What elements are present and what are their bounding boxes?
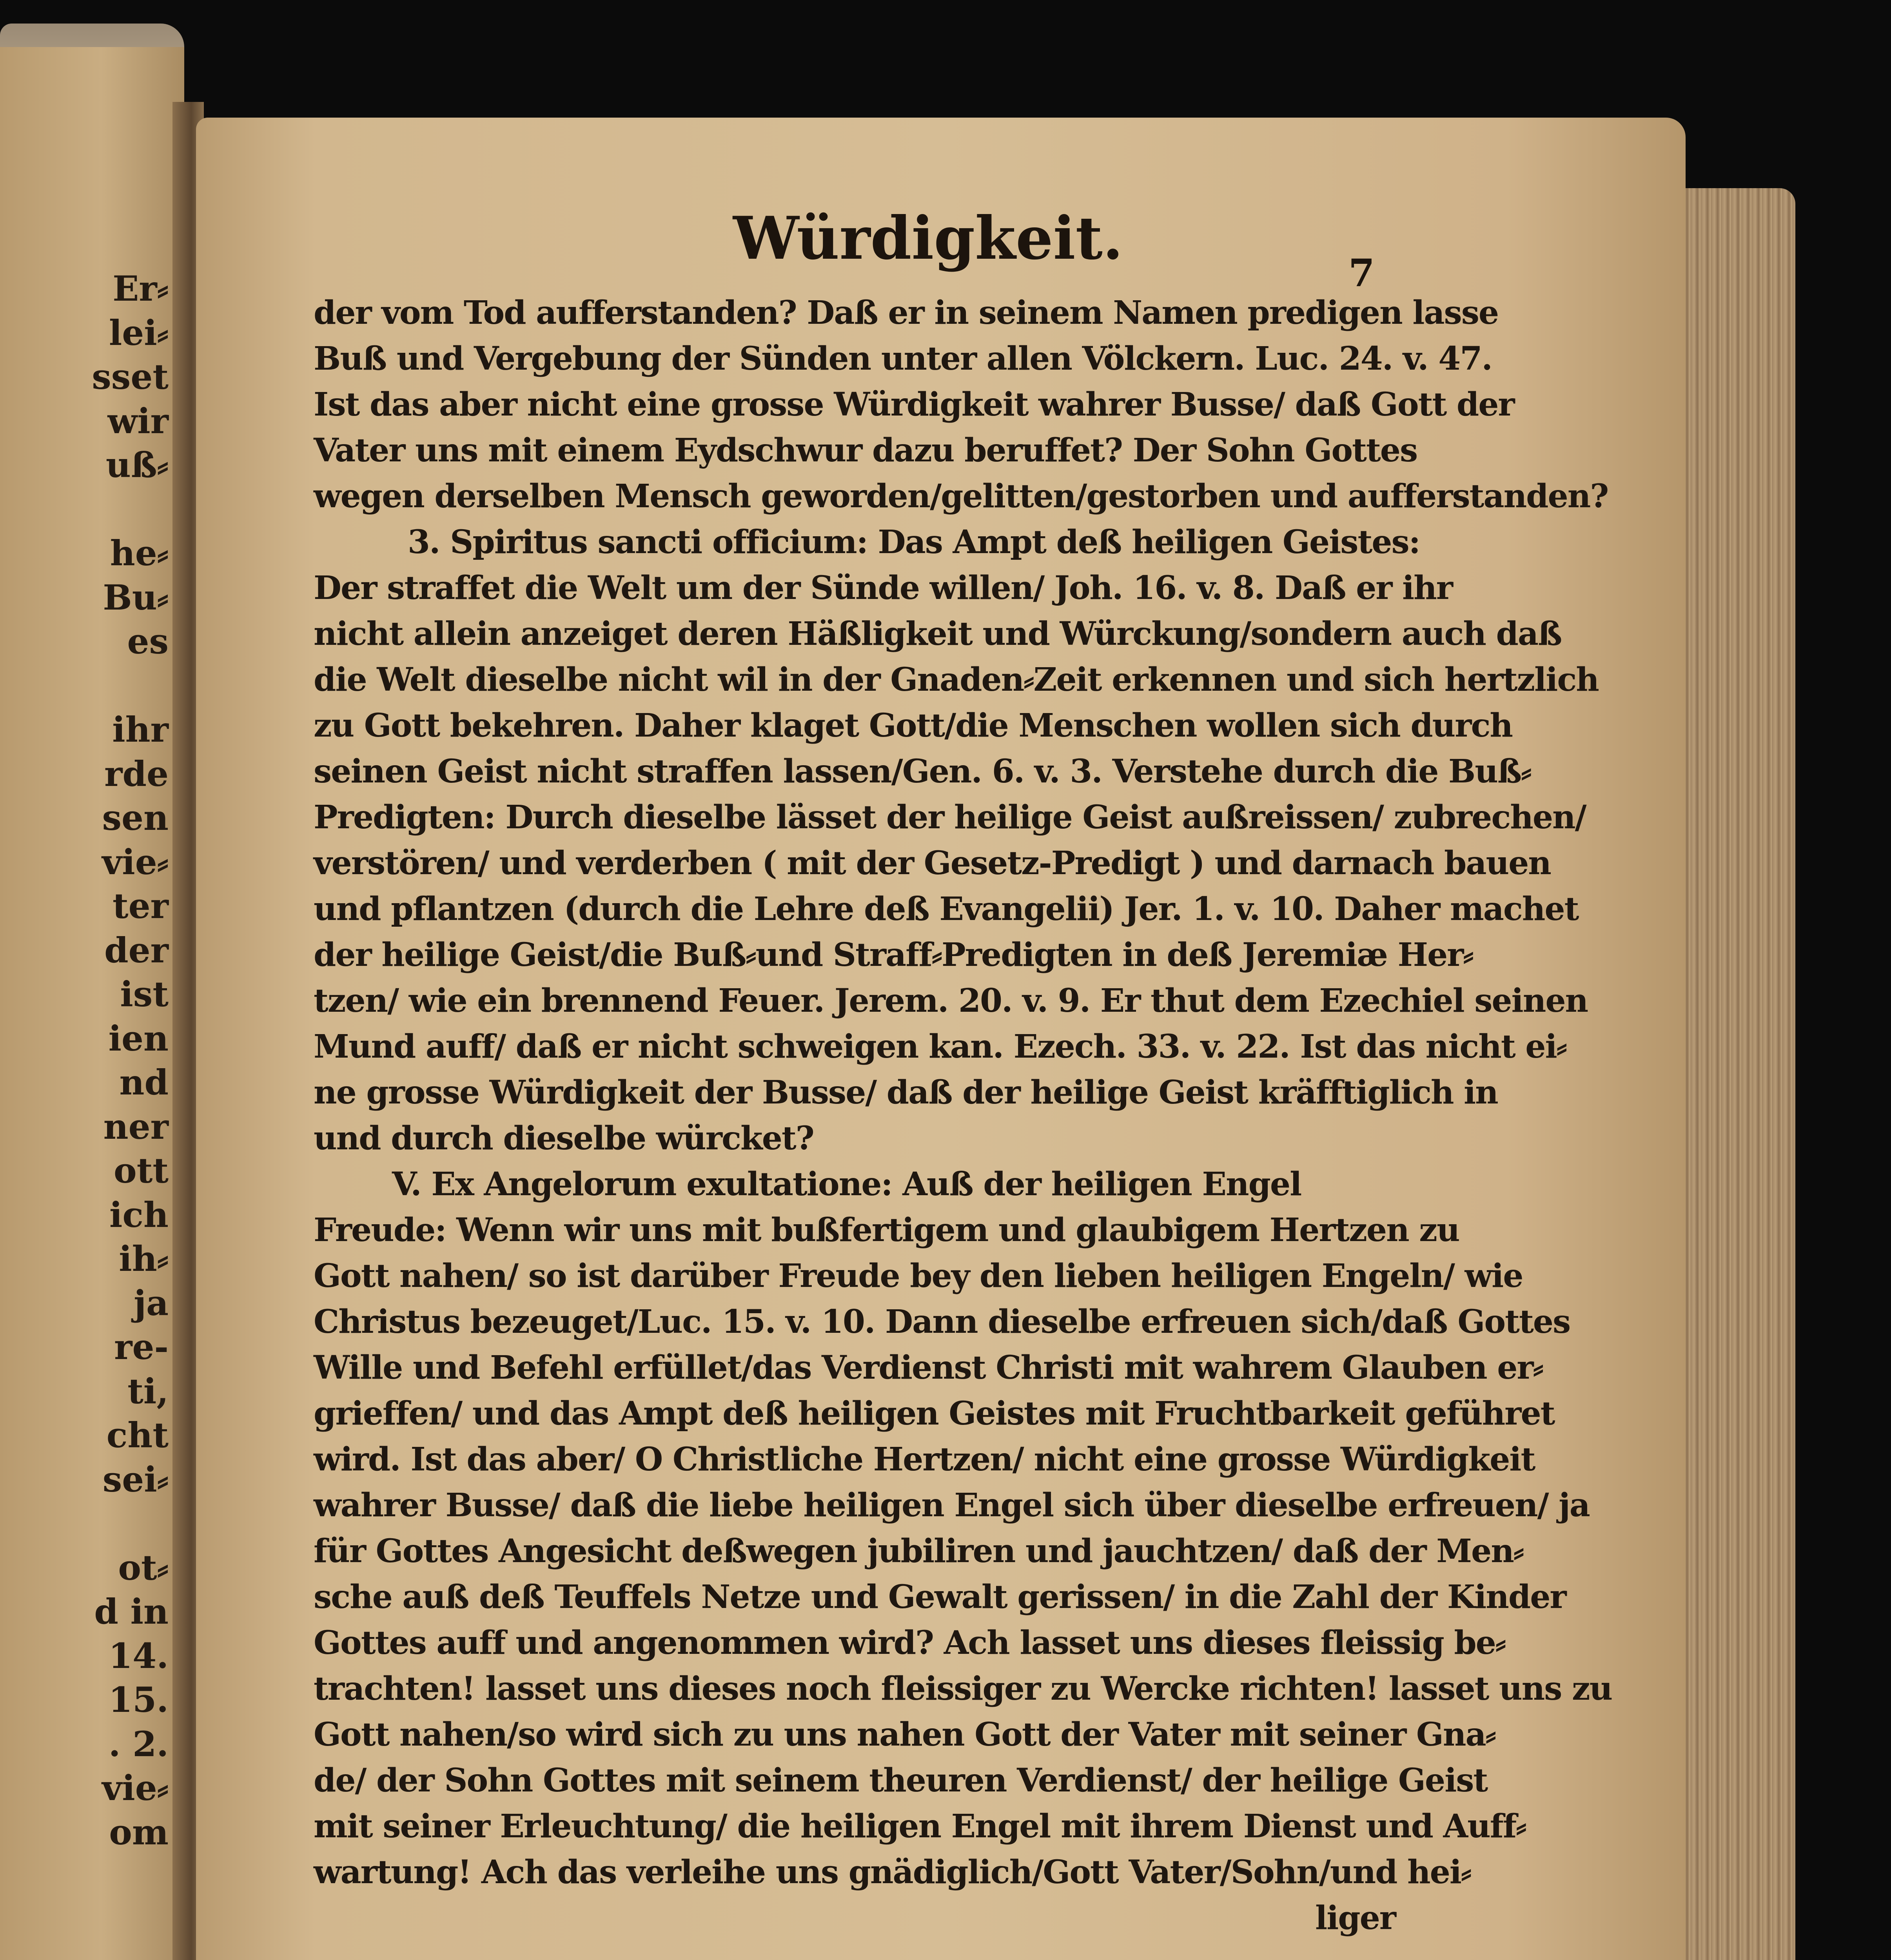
left-margin-fragment: Bu⸗: [103, 577, 169, 618]
left-margin-fragment: . 2.: [108, 1723, 169, 1764]
left-margin-fragment: 14.: [108, 1635, 169, 1676]
catchword: liger: [1315, 1899, 1396, 1937]
text-line: die Welt dieselbe nicht wil in der Gnaden⸗Zeit erkennen und sich hertzlich: [314, 661, 1599, 699]
left-margin-fragment: ner: [103, 1106, 169, 1147]
text-line: Christus bezeuget/Luc. 15. v. 10. Dann dieselbe erfreuen sich/daß Gottes: [314, 1303, 1570, 1341]
left-margin-fragment: sset: [92, 356, 169, 397]
text-line: Ist das aber nicht eine grosse Würdigkeit wahrer Busse/ daß Gott der: [314, 386, 1514, 423]
left-margin-fragment: wir: [107, 400, 169, 441]
left-margin-fragment: nd: [119, 1062, 169, 1103]
left-margin-fragment: [0, 487, 169, 532]
text-line: Buß und Vergebung der Sünden unter allen Völckern. Luc. 24. v. 47.: [314, 340, 1492, 377]
text-line: wartung! Ach das verleihe uns gnädiglich/Gott Vater/Sohn/und hei⸗: [314, 1853, 1471, 1891]
left-margin-fragment: om: [109, 1811, 169, 1853]
text-line: wahrer Busse/ daß die liebe heiligen Engel sich über dieselbe erfreuen/ ja: [314, 1486, 1590, 1524]
text-line: trachten! lasset uns dieses noch fleissiger zu Wercke richten! lasset uns zu: [314, 1670, 1612, 1708]
text-line: nicht allein anzeiget deren Häßligkeit und Würckung/sondern auch daß: [314, 615, 1562, 653]
text-line: wegen derselben Mensch geworden/gelitten/gestorben und aufferstanden?: [314, 477, 1608, 515]
text-line: 3. Spiritus sancti officium: Das Ampt deß heiligen Geistes:: [408, 523, 1420, 561]
left-margin-fragment: ist: [120, 974, 169, 1014]
left-margin-fragment: [0, 1501, 169, 1546]
left-margin-fragment: uß⸗: [105, 445, 169, 485]
text-line: Gott nahen/so wird sich zu uns nahen Gott der Vater mit seiner Gna⸗: [314, 1716, 1495, 1753]
left-margin-fragment: Er⸗: [113, 268, 169, 309]
left-margin-fragment: cht: [106, 1415, 169, 1455]
text-line: wird. Ist das aber/ O Christliche Hertzen/ nicht eine grosse Würdigkeit: [314, 1441, 1535, 1478]
text-line: Wille und Befehl erfüllet/das Verdienst Christi mit wahrem Glauben er⸗: [314, 1349, 1543, 1387]
left-page-margin-text: [0, 267, 169, 1854]
text-line: verstören/ und verderben ( mit der Gesetz-Predigt ) und darnach bauen: [314, 844, 1551, 882]
text-line: Gottes auff und angenommen wird? Ach lasset uns dieses fleissig be⸗: [314, 1624, 1506, 1662]
left-margin-fragment: vie⸗: [102, 1768, 169, 1808]
left-margin-fragment: ja: [134, 1282, 169, 1323]
left-margin-fragment: ich: [109, 1194, 169, 1235]
left-margin-fragment: es: [127, 621, 169, 662]
text-line: Mund auff/ daß er nicht schweigen kan. Ezech. 33. v. 22. Ist das nicht ei⸗: [314, 1028, 1566, 1065]
text-line: und durch dieselbe würcket?: [314, 1120, 814, 1157]
text-line: Predigten: Durch dieselbe lässet der heilige Geist außreissen/ zubrechen/: [314, 799, 1586, 836]
left-margin-fragment: der: [104, 929, 169, 971]
left-margin-fragment: ter: [113, 886, 169, 926]
left-margin-fragment: re-: [114, 1327, 169, 1367]
text-line: zu Gott bekehren. Daher klaget Gott/die Menschen wollen sich durch: [314, 707, 1513, 744]
text-line: Der straffet die Welt um der Sünde willen/ Joh. 16. v. 8. Daß er ihr: [314, 569, 1452, 607]
left-margin-fragment: he⸗: [110, 533, 169, 573]
body-text: [314, 290, 1612, 1941]
text-line: de/ der Sohn Gottes mit seinem theuren Verdienst/ der heilige Geist: [314, 1762, 1488, 1799]
left-margin-fragment: ien: [108, 1018, 169, 1059]
running-header: Würdigkeit.: [733, 204, 1123, 273]
text-line: Freude: Wenn wir uns mit bußfertigem und glaubigem Hertzen zu: [314, 1211, 1459, 1249]
text-line: ne grosse Würdigkeit der Busse/ daß der heilige Geist kräfftiglich in: [314, 1074, 1498, 1111]
text-line: Vater uns mit einem Eydschwur dazu beruffet? Der Sohn Gottes: [314, 432, 1417, 469]
text-line: und pflantzen (durch die Lehre deß Evangelii) Jer. 1. v. 10. Daher machet: [314, 890, 1579, 928]
text-line: seinen Geist nicht straffen lassen/Gen. 6. v. 3. Verstehe durch die Buß⸗: [314, 753, 1531, 790]
text-line: V. Ex Angelorum exultatione: Auß der heiligen Engel: [392, 1165, 1301, 1203]
text-line: sche auß deß Teuffels Netze und Gewalt gerissen/ in die Zahl der Kinder: [314, 1578, 1566, 1616]
text-line: grieffen/ und das Ampt deß heiligen Geistes mit Fruchtbarkeit geführet: [314, 1395, 1555, 1432]
text-line: tzen/ wie ein brennend Feuer. Jerem. 20. v. 9. Er thut dem Ezechiel seinen: [314, 982, 1588, 1020]
text-line: mit seiner Erleuchtung/ die heiligen Engel mit ihrem Dienst und Auff⸗: [314, 1808, 1526, 1845]
left-margin-fragment: ihr: [112, 709, 169, 750]
left-margin-fragment: vie⸗: [102, 841, 169, 882]
page-number: 7: [1348, 251, 1375, 295]
left-margin-fragment: ot⸗: [118, 1547, 169, 1588]
text-line: der vom Tod aufferstanden? Daß er in seinem Namen predigen lasse: [314, 294, 1499, 332]
left-margin-fragment: rde: [104, 753, 169, 794]
left-margin-fragment: 15.: [108, 1679, 169, 1720]
left-margin-fragment: ott: [114, 1150, 169, 1191]
text-line: der heilige Geist/die Buß⸗und Straff⸗Predigten in deß Jeremiæ Her⸗: [314, 936, 1473, 974]
text-line: Gott nahen/ so ist darüber Freude bey den lieben heiligen Engeln/ wie: [314, 1257, 1523, 1295]
text-line: für Gottes Angesicht deßwegen jubiliren und jauchtzen/ daß der Men⸗: [314, 1532, 1524, 1570]
left-margin-fragment: sei⸗: [102, 1459, 169, 1500]
left-margin-fragment: ih⸗: [119, 1238, 169, 1279]
page-edges: [1670, 188, 1795, 1960]
left-margin-fragment: lei⸗: [109, 312, 169, 353]
left-margin-fragment: [0, 664, 169, 708]
left-margin-fragment: ti,: [127, 1370, 169, 1412]
left-margin-fragment: sen: [102, 797, 169, 838]
left-margin-fragment: d in: [94, 1591, 169, 1632]
